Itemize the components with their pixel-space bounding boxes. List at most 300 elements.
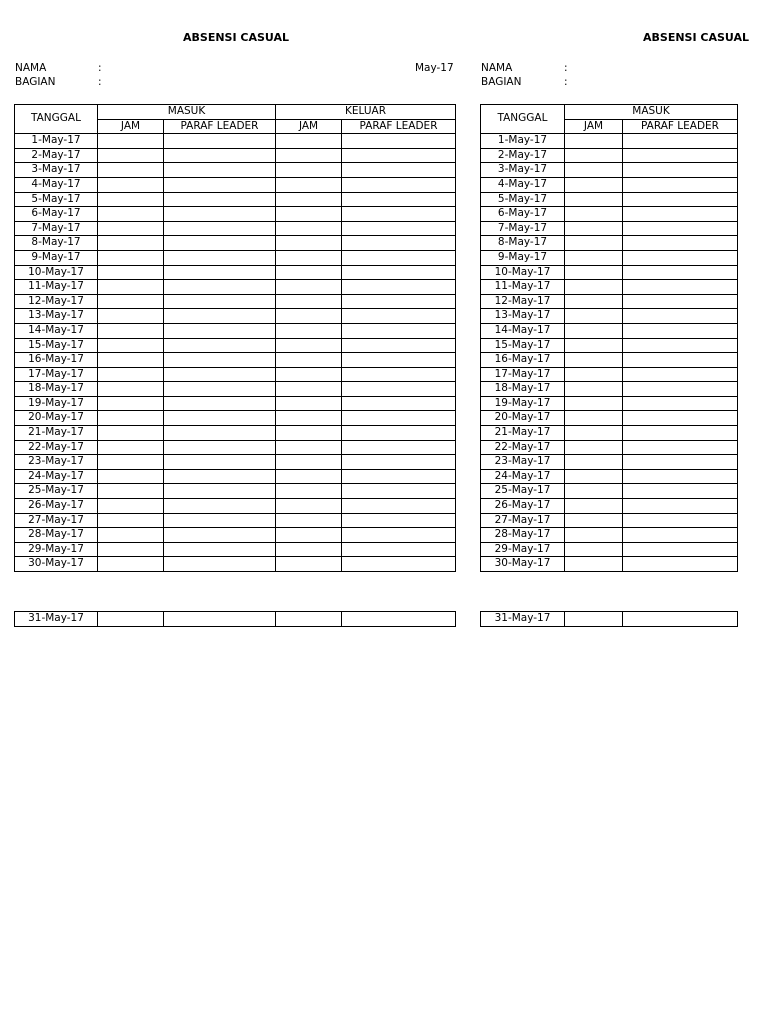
keluar-jam-cell[interactable] — [276, 612, 342, 627]
masuk-paraf-cell[interactable] — [623, 382, 738, 397]
masuk-jam-cell[interactable] — [98, 323, 164, 338]
masuk-jam-cell[interactable] — [98, 207, 164, 222]
masuk-jam-cell[interactable] — [565, 148, 623, 163]
masuk-paraf-cell[interactable] — [164, 440, 276, 455]
masuk-paraf-cell[interactable] — [623, 612, 738, 627]
masuk-paraf-cell[interactable] — [164, 280, 276, 295]
table-row — [481, 499, 738, 514]
masuk-jam-cell[interactable] — [98, 192, 164, 207]
keluar-jam-cell[interactable] — [276, 192, 342, 207]
keluar-paraf-cell[interactable] — [342, 411, 456, 426]
keluar-paraf-cell[interactable] — [342, 382, 456, 397]
keluar-jam-cell[interactable] — [276, 134, 342, 149]
keluar-jam-cell[interactable] — [276, 411, 342, 426]
masuk-paraf-cell[interactable] — [623, 455, 738, 470]
table-row — [15, 163, 456, 178]
keluar-paraf-cell[interactable] — [342, 148, 456, 163]
masuk-jam-cell[interactable] — [565, 280, 623, 295]
date-cell: 10-May-17 — [15, 265, 98, 280]
masuk-paraf-cell[interactable] — [164, 250, 276, 265]
masuk-paraf-cell[interactable] — [164, 382, 276, 397]
masuk-paraf-cell[interactable] — [164, 177, 276, 192]
right-bagian-label: BAGIAN — [481, 76, 522, 88]
masuk-jam-cell[interactable] — [98, 163, 164, 178]
date-cell: 13-May-17 — [481, 309, 565, 324]
table-row — [15, 528, 456, 543]
table-row — [481, 163, 738, 178]
keluar-jam-cell[interactable] — [276, 265, 342, 280]
keluar-jam-cell[interactable] — [276, 367, 342, 382]
date-cell: 11-May-17 — [15, 280, 98, 295]
masuk-paraf-cell[interactable] — [623, 411, 738, 426]
masuk-paraf-cell[interactable] — [623, 426, 738, 441]
date-cell: 27-May-17 — [15, 513, 98, 528]
keluar-paraf-cell[interactable] — [342, 455, 456, 470]
date-cell: 7-May-17 — [15, 221, 98, 236]
masuk-jam-cell[interactable] — [98, 250, 164, 265]
masuk-paraf-cell[interactable] — [623, 265, 738, 280]
table-row — [481, 280, 738, 295]
table-row — [481, 250, 738, 265]
masuk-jam-cell[interactable] — [565, 221, 623, 236]
masuk-paraf-cell[interactable] — [623, 353, 738, 368]
right-header-masuk-paraf: PARAF LEADER — [623, 119, 738, 134]
left-header-masuk-jam: JAM — [98, 119, 164, 134]
masuk-jam-cell[interactable] — [98, 528, 164, 543]
masuk-jam-cell[interactable] — [565, 163, 623, 178]
table-row — [481, 396, 738, 411]
table-row — [481, 557, 738, 572]
masuk-paraf-cell[interactable] — [164, 353, 276, 368]
masuk-paraf-cell[interactable] — [623, 309, 738, 324]
keluar-jam-cell[interactable] — [276, 542, 342, 557]
keluar-jam-cell[interactable] — [276, 440, 342, 455]
masuk-paraf-cell[interactable] — [164, 163, 276, 178]
left-header-masuk-paraf: PARAF LEADER — [164, 119, 276, 134]
keluar-paraf-cell[interactable] — [342, 440, 456, 455]
masuk-paraf-cell[interactable] — [164, 513, 276, 528]
masuk-paraf-cell[interactable] — [164, 294, 276, 309]
date-cell: 28-May-17 — [481, 528, 565, 543]
masuk-paraf-cell[interactable] — [623, 499, 738, 514]
keluar-paraf-cell[interactable] — [342, 309, 456, 324]
keluar-paraf-cell[interactable] — [342, 484, 456, 499]
table-row — [15, 323, 456, 338]
table-row — [15, 280, 456, 295]
date-cell: 4-May-17 — [15, 177, 98, 192]
table-row — [15, 440, 456, 455]
masuk-jam-cell[interactable] — [565, 612, 623, 627]
masuk-jam-cell[interactable] — [98, 294, 164, 309]
left-month: May-17 — [415, 62, 454, 74]
masuk-jam-cell[interactable] — [565, 353, 623, 368]
left-header-masuk: MASUK — [98, 105, 276, 120]
date-cell: 3-May-17 — [15, 163, 98, 178]
table-row — [15, 612, 456, 627]
keluar-jam-cell[interactable] — [276, 280, 342, 295]
keluar-paraf-cell[interactable] — [342, 338, 456, 353]
keluar-jam-cell[interactable] — [276, 426, 342, 441]
keluar-paraf-cell[interactable] — [342, 163, 456, 178]
date-cell: 18-May-17 — [15, 382, 98, 397]
date-cell: 22-May-17 — [481, 440, 565, 455]
date-cell: 2-May-17 — [15, 148, 98, 163]
masuk-paraf-cell[interactable] — [623, 280, 738, 295]
right-last-day-table — [480, 611, 738, 627]
date-cell: 1-May-17 — [15, 134, 98, 149]
table-row — [15, 353, 456, 368]
table-row — [481, 134, 738, 149]
masuk-jam-cell[interactable] — [565, 499, 623, 514]
masuk-jam-cell[interactable] — [565, 469, 623, 484]
masuk-jam-cell[interactable] — [565, 309, 623, 324]
masuk-paraf-cell[interactable] — [623, 338, 738, 353]
masuk-jam-cell[interactable] — [98, 177, 164, 192]
keluar-paraf-cell[interactable] — [342, 367, 456, 382]
keluar-jam-cell[interactable] — [276, 207, 342, 222]
masuk-paraf-cell[interactable] — [164, 469, 276, 484]
masuk-jam-cell[interactable] — [98, 469, 164, 484]
masuk-paraf-cell[interactable] — [623, 134, 738, 149]
date-cell: 16-May-17 — [481, 353, 565, 368]
keluar-paraf-cell[interactable] — [342, 250, 456, 265]
table-row — [15, 426, 456, 441]
keluar-jam-cell[interactable] — [276, 323, 342, 338]
table-row — [481, 542, 738, 557]
masuk-paraf-cell[interactable] — [164, 542, 276, 557]
table-row — [481, 294, 738, 309]
table-row — [481, 440, 738, 455]
masuk-jam-cell[interactable] — [565, 294, 623, 309]
table-row — [481, 411, 738, 426]
table-row — [15, 499, 456, 514]
right-bagian-colon: : — [564, 76, 568, 88]
masuk-paraf-cell[interactable] — [164, 192, 276, 207]
date-cell: 29-May-17 — [481, 542, 565, 557]
table-row — [15, 192, 456, 207]
keluar-paraf-cell[interactable] — [342, 236, 456, 251]
left-last-day-table — [14, 611, 456, 627]
masuk-paraf-cell[interactable] — [164, 236, 276, 251]
table-row — [15, 221, 456, 236]
masuk-jam-cell[interactable] — [565, 250, 623, 265]
date-cell: 24-May-17 — [481, 469, 565, 484]
masuk-jam-cell[interactable] — [98, 499, 164, 514]
masuk-jam-cell[interactable] — [98, 236, 164, 251]
date-cell: 30-May-17 — [15, 557, 98, 572]
masuk-jam-cell[interactable] — [98, 382, 164, 397]
masuk-paraf-cell[interactable] — [623, 484, 738, 499]
table-row — [481, 353, 738, 368]
masuk-jam-cell[interactable] — [98, 280, 164, 295]
table-row — [15, 294, 456, 309]
masuk-paraf-cell[interactable] — [164, 455, 276, 470]
left-header-keluar-jam: JAM — [276, 119, 342, 134]
date-cell: 7-May-17 — [481, 221, 565, 236]
masuk-paraf-cell[interactable] — [623, 221, 738, 236]
masuk-paraf-cell[interactable] — [164, 338, 276, 353]
masuk-jam-cell[interactable] — [565, 426, 623, 441]
table-row — [15, 469, 456, 484]
keluar-paraf-cell[interactable] — [342, 513, 456, 528]
keluar-paraf-cell[interactable] — [342, 612, 456, 627]
date-cell: 17-May-17 — [481, 367, 565, 382]
keluar-jam-cell[interactable] — [276, 338, 342, 353]
table-row — [15, 148, 456, 163]
date-cell: 26-May-17 — [481, 499, 565, 514]
keluar-paraf-cell[interactable] — [342, 192, 456, 207]
right-nama-label: NAMA — [481, 62, 513, 74]
keluar-jam-cell[interactable] — [276, 177, 342, 192]
masuk-jam-cell[interactable] — [98, 134, 164, 149]
right-header-masuk: MASUK — [565, 105, 738, 120]
keluar-jam-cell[interactable] — [276, 557, 342, 572]
masuk-paraf-cell[interactable] — [164, 134, 276, 149]
keluar-jam-cell[interactable] — [276, 250, 342, 265]
masuk-jam-cell[interactable] — [565, 396, 623, 411]
masuk-jam-cell[interactable] — [98, 309, 164, 324]
keluar-paraf-cell[interactable] — [342, 542, 456, 557]
masuk-paraf-cell[interactable] — [164, 207, 276, 222]
table-row — [481, 265, 738, 280]
left-title: ABSENSI CASUAL — [183, 31, 290, 44]
masuk-jam-cell[interactable] — [98, 338, 164, 353]
date-cell: 12-May-17 — [15, 294, 98, 309]
date-cell: 28-May-17 — [15, 528, 98, 543]
masuk-jam-cell[interactable] — [98, 411, 164, 426]
table-row — [15, 134, 456, 149]
keluar-paraf-cell[interactable] — [342, 426, 456, 441]
table-row — [15, 338, 456, 353]
keluar-jam-cell[interactable] — [276, 484, 342, 499]
masuk-paraf-cell[interactable] — [623, 207, 738, 222]
date-cell: 14-May-17 — [481, 323, 565, 338]
masuk-jam-cell[interactable] — [98, 455, 164, 470]
date-cell: 16-May-17 — [15, 353, 98, 368]
masuk-jam-cell[interactable] — [565, 177, 623, 192]
masuk-jam-cell[interactable] — [565, 236, 623, 251]
table-row — [15, 513, 456, 528]
masuk-paraf-cell[interactable] — [164, 612, 276, 627]
left-header-keluar: KELUAR — [276, 105, 456, 120]
masuk-paraf-cell[interactable] — [164, 221, 276, 236]
keluar-paraf-cell[interactable] — [342, 469, 456, 484]
masuk-paraf-cell[interactable] — [164, 396, 276, 411]
date-cell: 23-May-17 — [15, 455, 98, 470]
masuk-jam-cell[interactable] — [565, 207, 623, 222]
table-row — [481, 528, 738, 543]
keluar-paraf-cell[interactable] — [342, 557, 456, 572]
masuk-paraf-cell[interactable] — [164, 265, 276, 280]
masuk-jam-cell[interactable] — [98, 367, 164, 382]
masuk-jam-cell[interactable] — [98, 396, 164, 411]
masuk-paraf-cell[interactable] — [164, 426, 276, 441]
date-cell: 18-May-17 — [481, 382, 565, 397]
masuk-paraf-cell[interactable] — [164, 557, 276, 572]
keluar-jam-cell[interactable] — [276, 236, 342, 251]
table-row — [481, 207, 738, 222]
masuk-jam-cell[interactable] — [565, 323, 623, 338]
date-cell: 22-May-17 — [15, 440, 98, 455]
keluar-paraf-cell[interactable] — [342, 396, 456, 411]
masuk-jam-cell[interactable] — [98, 513, 164, 528]
date-cell: 13-May-17 — [15, 309, 98, 324]
keluar-jam-cell[interactable] — [276, 309, 342, 324]
masuk-jam-cell[interactable] — [565, 134, 623, 149]
table-row — [15, 207, 456, 222]
masuk-paraf-cell[interactable] — [164, 323, 276, 338]
masuk-paraf-cell[interactable] — [164, 309, 276, 324]
keluar-paraf-cell[interactable] — [342, 323, 456, 338]
masuk-paraf-cell[interactable] — [623, 557, 738, 572]
masuk-jam-cell[interactable] — [565, 192, 623, 207]
masuk-paraf-cell[interactable] — [623, 163, 738, 178]
left-attendance-table — [14, 104, 456, 572]
keluar-jam-cell[interactable] — [276, 455, 342, 470]
masuk-paraf-cell[interactable] — [623, 367, 738, 382]
keluar-paraf-cell[interactable] — [342, 134, 456, 149]
right-nama-colon: : — [564, 62, 568, 74]
left-nama-label: NAMA — [15, 62, 47, 74]
left-bagian-colon: : — [98, 76, 102, 88]
date-cell: 23-May-17 — [481, 455, 565, 470]
table-row — [15, 265, 456, 280]
keluar-jam-cell[interactable] — [276, 148, 342, 163]
date-cell: 14-May-17 — [15, 323, 98, 338]
masuk-paraf-cell[interactable] — [164, 148, 276, 163]
keluar-paraf-cell[interactable] — [342, 207, 456, 222]
masuk-paraf-cell[interactable] — [623, 513, 738, 528]
keluar-jam-cell[interactable] — [276, 528, 342, 543]
keluar-jam-cell[interactable] — [276, 513, 342, 528]
table-row — [481, 382, 738, 397]
masuk-paraf-cell[interactable] — [164, 411, 276, 426]
masuk-paraf-cell[interactable] — [164, 499, 276, 514]
date-cell: 31-May-17 — [481, 612, 565, 627]
date-cell: 24-May-17 — [15, 469, 98, 484]
masuk-jam-cell[interactable] — [98, 484, 164, 499]
keluar-paraf-cell[interactable] — [342, 177, 456, 192]
date-cell: 25-May-17 — [481, 484, 565, 499]
table-row — [481, 309, 738, 324]
masuk-jam-cell[interactable] — [98, 440, 164, 455]
date-cell: 30-May-17 — [481, 557, 565, 572]
left-bagian-label: BAGIAN — [15, 76, 56, 88]
masuk-jam-cell[interactable] — [98, 426, 164, 441]
keluar-paraf-cell[interactable] — [342, 294, 456, 309]
masuk-paraf-cell[interactable] — [623, 294, 738, 309]
table-row — [481, 455, 738, 470]
left-header-keluar-paraf: PARAF LEADER — [342, 119, 456, 134]
masuk-paraf-cell[interactable] — [623, 236, 738, 251]
masuk-jam-cell[interactable] — [565, 411, 623, 426]
table-row — [15, 542, 456, 557]
table-row — [15, 177, 456, 192]
table-row — [15, 250, 456, 265]
right-title: ABSENSI CASUAL — [643, 31, 750, 44]
keluar-paraf-cell[interactable] — [342, 528, 456, 543]
masuk-paraf-cell[interactable] — [623, 528, 738, 543]
keluar-jam-cell[interactable] — [276, 382, 342, 397]
date-cell: 26-May-17 — [15, 499, 98, 514]
masuk-paraf-cell[interactable] — [164, 528, 276, 543]
date-cell: 5-May-17 — [481, 192, 565, 207]
masuk-jam-cell[interactable] — [98, 265, 164, 280]
masuk-jam-cell[interactable] — [98, 148, 164, 163]
keluar-paraf-cell[interactable] — [342, 265, 456, 280]
masuk-jam-cell[interactable] — [98, 542, 164, 557]
masuk-jam-cell[interactable] — [565, 265, 623, 280]
masuk-jam-cell[interactable] — [98, 612, 164, 627]
masuk-jam-cell[interactable] — [565, 382, 623, 397]
table-row — [481, 192, 738, 207]
masuk-paraf-cell[interactable] — [623, 177, 738, 192]
keluar-paraf-cell[interactable] — [342, 499, 456, 514]
date-cell: 21-May-17 — [15, 426, 98, 441]
masuk-jam-cell[interactable] — [98, 557, 164, 572]
masuk-paraf-cell[interactable] — [623, 396, 738, 411]
masuk-paraf-cell[interactable] — [623, 440, 738, 455]
keluar-jam-cell[interactable] — [276, 163, 342, 178]
masuk-jam-cell[interactable] — [565, 338, 623, 353]
right-sheet — [470, 0, 750, 1024]
date-cell: 19-May-17 — [481, 396, 565, 411]
right-attendance-table — [480, 104, 738, 572]
date-cell: 12-May-17 — [481, 294, 565, 309]
table-row — [15, 396, 456, 411]
keluar-paraf-cell[interactable] — [342, 280, 456, 295]
masuk-jam-cell[interactable] — [565, 542, 623, 557]
masuk-paraf-cell[interactable] — [623, 469, 738, 484]
date-cell: 11-May-17 — [481, 280, 565, 295]
masuk-jam-cell[interactable] — [565, 440, 623, 455]
keluar-jam-cell[interactable] — [276, 499, 342, 514]
keluar-jam-cell[interactable] — [276, 396, 342, 411]
masuk-jam-cell[interactable] — [98, 353, 164, 368]
keluar-jam-cell[interactable] — [276, 221, 342, 236]
masuk-jam-cell[interactable] — [565, 367, 623, 382]
table-row — [15, 236, 456, 251]
masuk-paraf-cell[interactable] — [164, 484, 276, 499]
keluar-paraf-cell[interactable] — [342, 353, 456, 368]
keluar-jam-cell[interactable] — [276, 294, 342, 309]
masuk-jam-cell[interactable] — [565, 528, 623, 543]
masuk-paraf-cell[interactable] — [623, 250, 738, 265]
masuk-paraf-cell[interactable] — [623, 323, 738, 338]
right-header-masuk-jam: JAM — [565, 119, 623, 134]
masuk-paraf-cell[interactable] — [623, 542, 738, 557]
table-row — [481, 484, 738, 499]
table-row — [15, 557, 456, 572]
masuk-jam-cell[interactable] — [565, 455, 623, 470]
masuk-jam-cell[interactable] — [565, 484, 623, 499]
masuk-jam-cell[interactable] — [565, 513, 623, 528]
keluar-jam-cell[interactable] — [276, 469, 342, 484]
keluar-jam-cell[interactable] — [276, 353, 342, 368]
table-row — [481, 612, 738, 627]
date-cell: 9-May-17 — [481, 250, 565, 265]
date-cell: 2-May-17 — [481, 148, 565, 163]
masuk-paraf-cell[interactable] — [164, 367, 276, 382]
date-cell: 5-May-17 — [15, 192, 98, 207]
masuk-jam-cell[interactable] — [565, 557, 623, 572]
date-cell: 10-May-17 — [481, 265, 565, 280]
masuk-jam-cell[interactable] — [98, 221, 164, 236]
masuk-paraf-cell[interactable] — [623, 192, 738, 207]
keluar-paraf-cell[interactable] — [342, 221, 456, 236]
masuk-paraf-cell[interactable] — [623, 148, 738, 163]
date-cell: 20-May-17 — [15, 411, 98, 426]
